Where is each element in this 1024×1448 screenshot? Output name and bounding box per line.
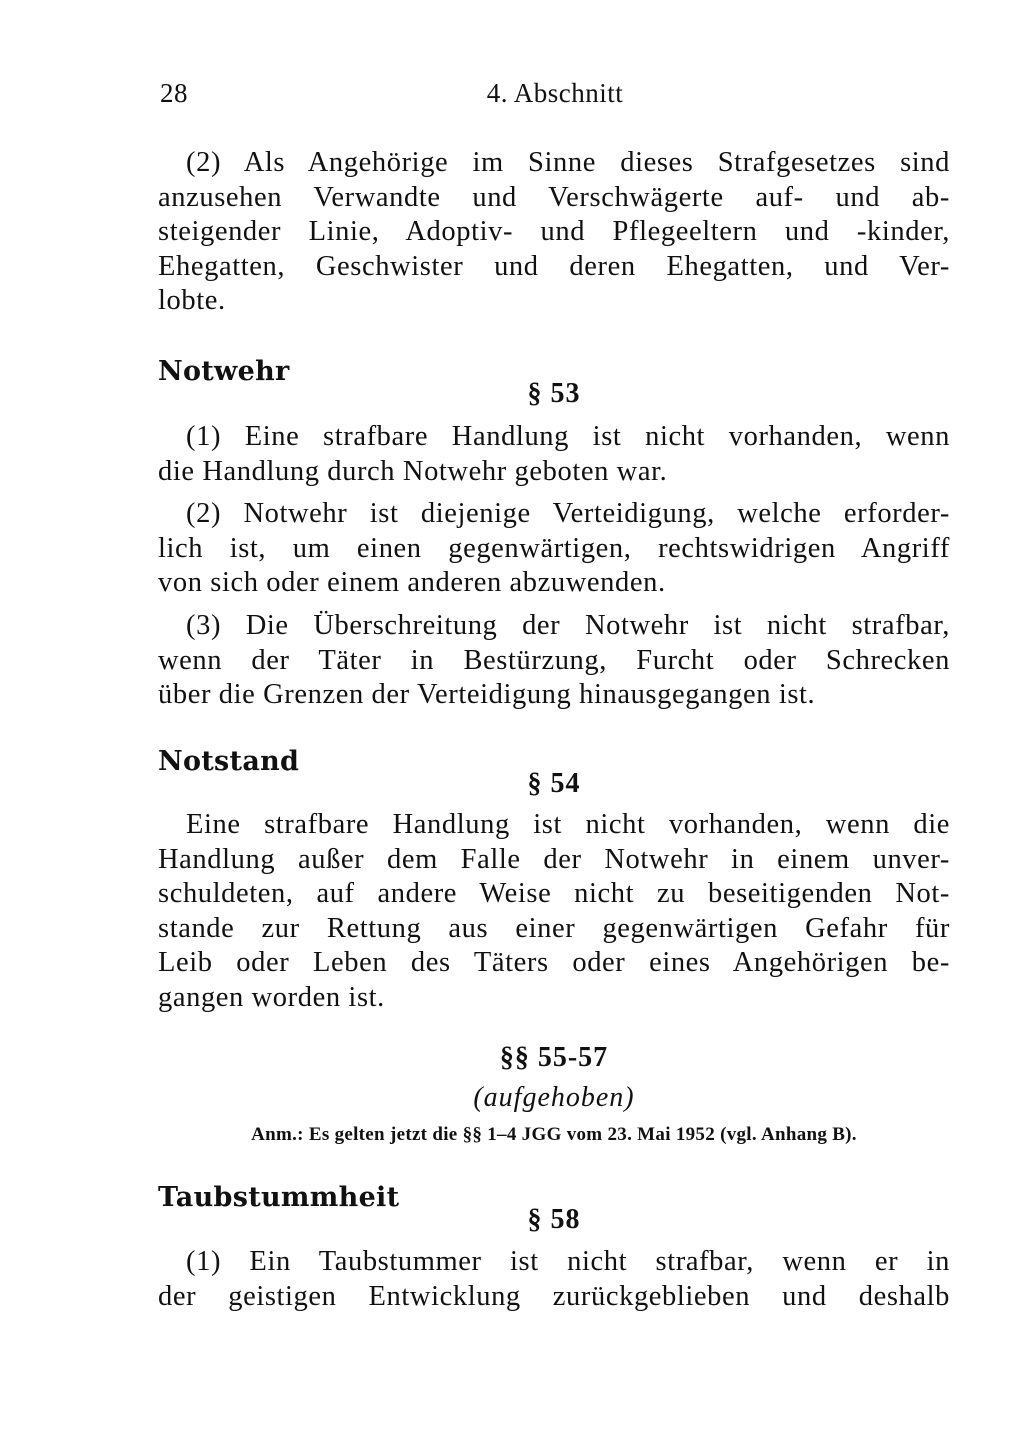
page-header [160, 78, 950, 118]
text-line: die Handlung durch Notwehr geboten war. [158, 455, 668, 487]
continuation-paragraph [158, 146, 950, 319]
paragraph-53-2 [158, 497, 950, 601]
text-line: wenn der Täter in Bestürzung, Furcht oder Schrecken [158, 644, 950, 676]
text-line: (1) Eine strafbare Handlung ist nicht vorhanden, wenn [186, 421, 950, 452]
running-title: 4. Abschnitt [486, 78, 624, 108]
text-line: (1) Ein Taubstummer ist nicht strafbar, wenn er in [186, 1246, 950, 1277]
annotation: Anm.: Es gelten jetzt die §§ 1–4 JGG vom 23. Mai 1952 (vgl. Anhang B). [251, 1124, 857, 1145]
text-line: von sich oder einem anderen abzuwenden. [158, 567, 666, 598]
repealed-note: (aufgehoben) [473, 1082, 635, 1113]
section-number-54: § 54 [527, 768, 581, 799]
text-line: (3) Die Überschreitung der Notwehr ist nicht strafbar, [186, 610, 950, 641]
text-line: steigender Linie, Adoptiv- und Pflegeeltern und -kinder, [158, 216, 950, 247]
paragraph-53-1 [158, 420, 950, 489]
text-line: Eine strafbare Handlung ist nicht vorhanden, wenn die [186, 809, 950, 840]
text-line: Handlung außer dem Falle der Notwehr in einem unver- [158, 843, 950, 875]
section-heading-taubstummheit: Taubstummheit [158, 1182, 400, 1213]
paragraph-58-1 [158, 1245, 950, 1314]
text-line: Leib oder Leben des Täters oder eines Angehörigen be- [158, 947, 950, 978]
text-line: lobte. [158, 285, 226, 316]
section-heading-notwehr: Notwehr [158, 356, 290, 387]
text-line: (2) Notwehr ist diejenige Verteidigung, welche erforder- [186, 498, 950, 529]
text-line: schuldeten, auf andere Weise nicht zu beseitigenden Not- [158, 878, 950, 909]
text-line: gangen worden ist. [158, 981, 385, 1013]
paragraph-54 [158, 808, 950, 1015]
text-line: anzusehen Verwandte und Verschwägerte auf- und ab- [158, 181, 950, 213]
text-line: Ehegatten, Geschwister und deren Ehegatten, und Ver- [158, 250, 950, 282]
text-line: stande zur Rettung aus einer gegenwärtigen Gefahr für [158, 912, 950, 944]
section-heading-notstand: Notstand [158, 746, 300, 777]
text-line: (2) Als Angehörige im Sinne dieses Strafgesetzes sind [186, 147, 950, 178]
paragraph-53-3 [158, 609, 950, 713]
text-line: lich ist, um einen gegenwärtigen, rechtswidrigen Angriff [158, 532, 950, 564]
section-number-58: § 58 [527, 1204, 581, 1235]
text-line: der geistigen Entwicklung zurückgeblieben und deshalb [158, 1280, 950, 1312]
section-number-53: § 53 [527, 378, 581, 409]
text-line: über die Grenzen der Verteidigung hinausgegangen ist. [158, 679, 816, 710]
page-number: 28 [160, 78, 188, 108]
section-number-55-57: §§ 55-57 [499, 1042, 609, 1073]
